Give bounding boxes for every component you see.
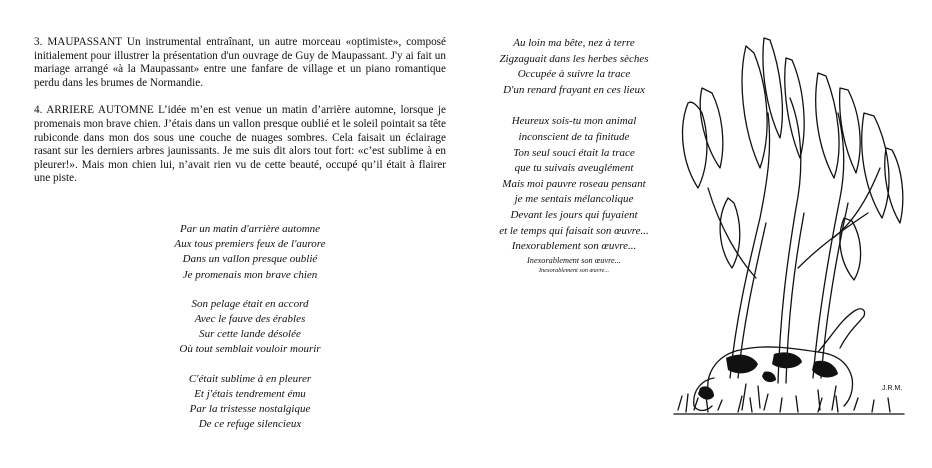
poem-line: Par la tristesse nostalgique bbox=[189, 403, 311, 416]
poem-line: Mais moi pauvre roseau pensant bbox=[502, 177, 646, 190]
poem-line: Occupée à suivre la trace bbox=[517, 68, 631, 81]
poem-stanza-5 bbox=[460, 114, 688, 274]
poem-line: Je promenais mon brave chien bbox=[182, 268, 318, 281]
note-arriere-automne: 4. ARRIERE AUTOMNE L’idée m’en est venue un matin d’arrière automne, lorsque je promenais mon brave chien. J’étais dans un vallon presque oublié et le soleil pointait sa tête rubiconde dans mon dos sous une couche de nuages sombres. Cela faisait un éclairage rasant sur les derniers arbres jaunissants. Je me suis dit alors tout fort: «c’est sublime à en pleurer!». Mais mon chien lui, n’avait rien vu de cette beauté, occupé qu’il était à flairer une piste. bbox=[34, 104, 446, 185]
poem-line: De ce refuge silencieux bbox=[198, 418, 302, 431]
poem-line: Et j'étais tendrement ému bbox=[194, 387, 306, 400]
poem-stanza-3 bbox=[120, 372, 380, 433]
poem-line: Devant les jours qui fuyaient bbox=[510, 208, 638, 221]
tree-foliage bbox=[683, 38, 903, 280]
poem-line: Inexorablement son œuvre... bbox=[511, 240, 637, 253]
poem-line: Par un matin d'arrière automne bbox=[179, 223, 321, 235]
poem-line: Ton seul souci était la trace bbox=[513, 146, 635, 159]
poem-stanza-4 bbox=[460, 36, 688, 98]
poem-line: Son pelage était en accord bbox=[191, 297, 309, 310]
poem-line: Où tout semblait vouloir mourir bbox=[179, 343, 321, 356]
poem-line: inconscient de ta finitude bbox=[518, 130, 630, 143]
dog-drawing bbox=[694, 309, 865, 411]
poem-line: je me sentais mélancolique bbox=[514, 193, 634, 206]
poem-line: C'était sublime à en pleurer bbox=[188, 372, 312, 385]
poem-line: Dans un vallon presque oublié bbox=[182, 253, 318, 266]
poem-echo-line-small: Inexorablement son œuvre... bbox=[538, 266, 610, 274]
poem-stanza-1 bbox=[120, 222, 380, 283]
liner-notes bbox=[34, 36, 446, 200]
poem-line: Aux tous premiers feux de l'aurore bbox=[174, 238, 326, 251]
poem-line: et le temps qui faisait son œuvre... bbox=[499, 224, 649, 237]
poem-stanza-2 bbox=[120, 297, 380, 358]
poem-line: Au loin ma bête, nez à terre bbox=[513, 37, 635, 49]
illustration-signature: J.R.M. bbox=[882, 385, 903, 392]
poem-echo-line: Inexorablement son œuvre... bbox=[527, 255, 621, 265]
poem-line: que tu suivais aveuglément bbox=[514, 162, 634, 175]
poem-line: Sur cette lande désolée bbox=[199, 328, 301, 341]
poem-line: Avec le fauve des érables bbox=[194, 313, 306, 326]
note-maupassant: 3. MAUPASSANT Un instrumental entraînant, un autre morceau «optimiste», composé initialement pour illustrer la présentation d'un ouvrage de Guy de Maupassant. J'y ai fait un mariage arrangé «à la Maupassant» entre une fanfare de village et un piano romantique perdu dans les brumes de Normandie. bbox=[34, 36, 446, 89]
poem-left-column bbox=[120, 222, 380, 446]
poem-line: D'un renard frayant en ces lieux bbox=[503, 83, 645, 96]
poem-line: Heureux sois-tu mon animal bbox=[511, 115, 637, 128]
poem-line: Zigzaguait dans les herbes sèches bbox=[499, 52, 649, 65]
tree-and-dog-illustration bbox=[668, 18, 918, 430]
poem-right-column bbox=[460, 36, 688, 291]
